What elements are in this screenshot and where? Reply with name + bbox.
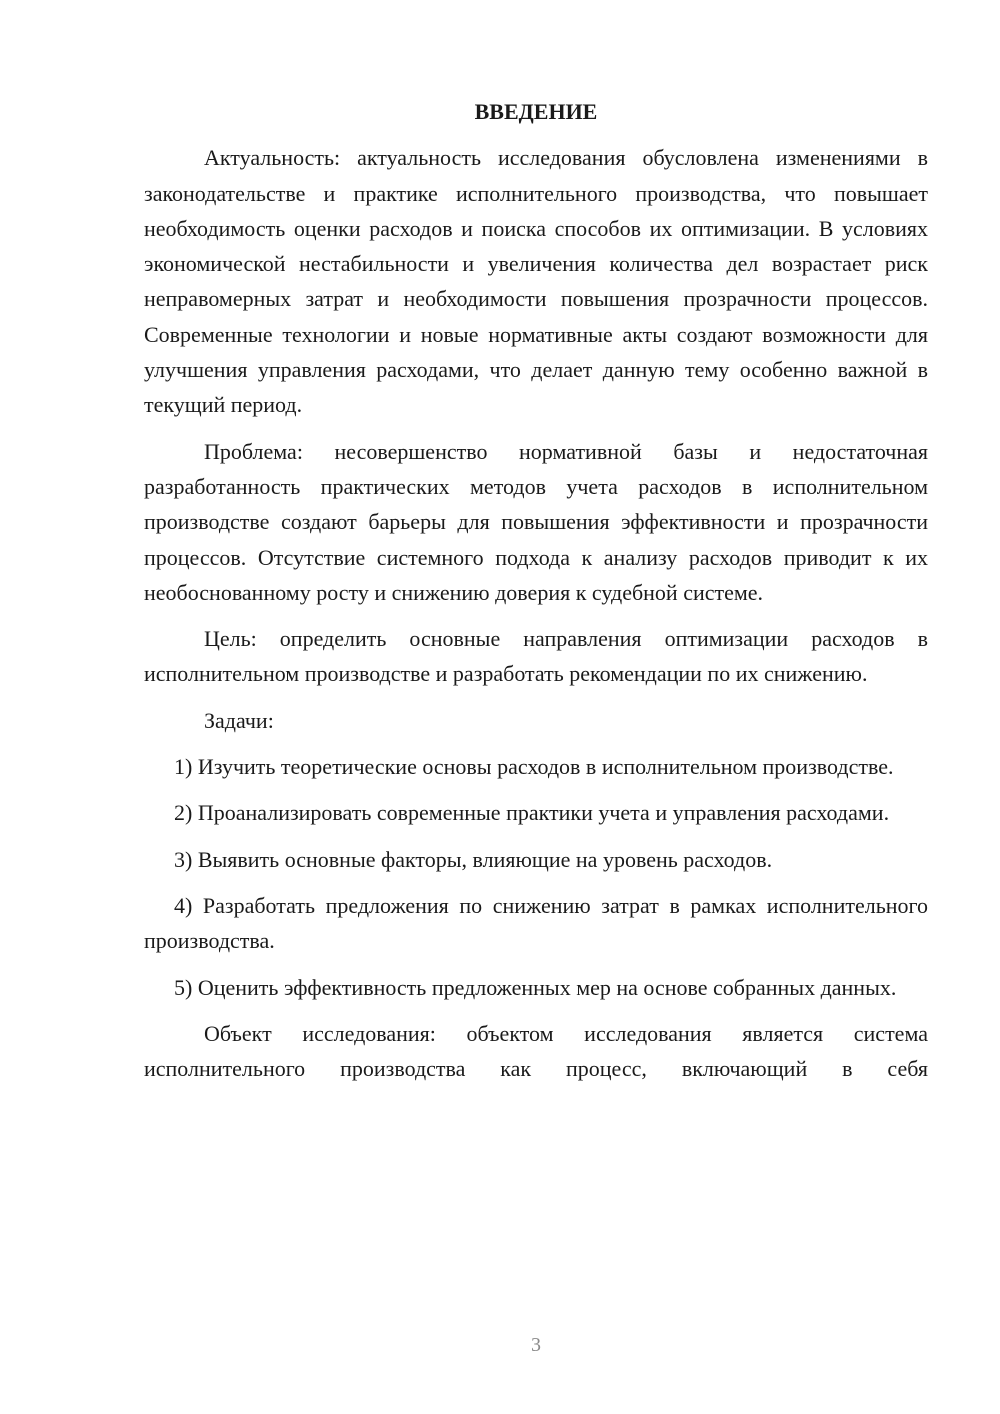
paragraph-object: Объект исследования: объектом исследования является система исполнительного производства как процесс, включающий в себя [144, 1020, 928, 1082]
page-number: 3 [531, 1334, 541, 1356]
paragraph-problem: Проблема: несовершенство нормативной базы и недостаточная разработанность практических методов учета расходов в исполнительном производстве создают барьеры для повышения эффективности и прозрачности процессов. Отсутствие системного подхода к анализу расходов приводит к их необоснованному росту и снижению доверия к судебной системе. [144, 438, 928, 605]
task-item-3: 3) Выявить основные факторы, влияющие на уровень расходов. [174, 846, 773, 872]
paragraph-tasks-heading: Задачи: [204, 707, 274, 733]
section-title: ВВЕДЕНИЕ [474, 99, 598, 124]
task-item-5: 5) Оценить эффективность предложенных мер на основе собранных данных. [174, 974, 897, 1000]
paragraph-goal: Цель: определить основные направления оптимизации расходов в исполнительном производстве и разработать рекомендации по их снижению. [144, 626, 928, 687]
paragraph-relevance: Актуальность: актуальность исследования обусловлена изменениями в законодательстве и практике исполнительного производства, что повышает необходимость оценки расходов и поиска способов их оптимизации. В условиях экономической нестабильности и увеличения количества дел возрастает риск неправомерных затрат и необходимости повышения прозрачности процессов. Современные технологии и новые нормативные акты создают возможности для улучшения управления расходами, что делает данную тему особенно важной в текущий период. [144, 145, 928, 418]
page-body [144, 94, 928, 1086]
task-item-2: 2) Проанализировать современные практики учета и управления расходами. [174, 800, 890, 826]
task-item-1: 1) Изучить теоретические основы расходов в исполнительном производстве. [174, 754, 894, 780]
task-item-4: 4) Разработать предложения по снижению затрат в рамках исполнительного производства. [144, 892, 928, 954]
